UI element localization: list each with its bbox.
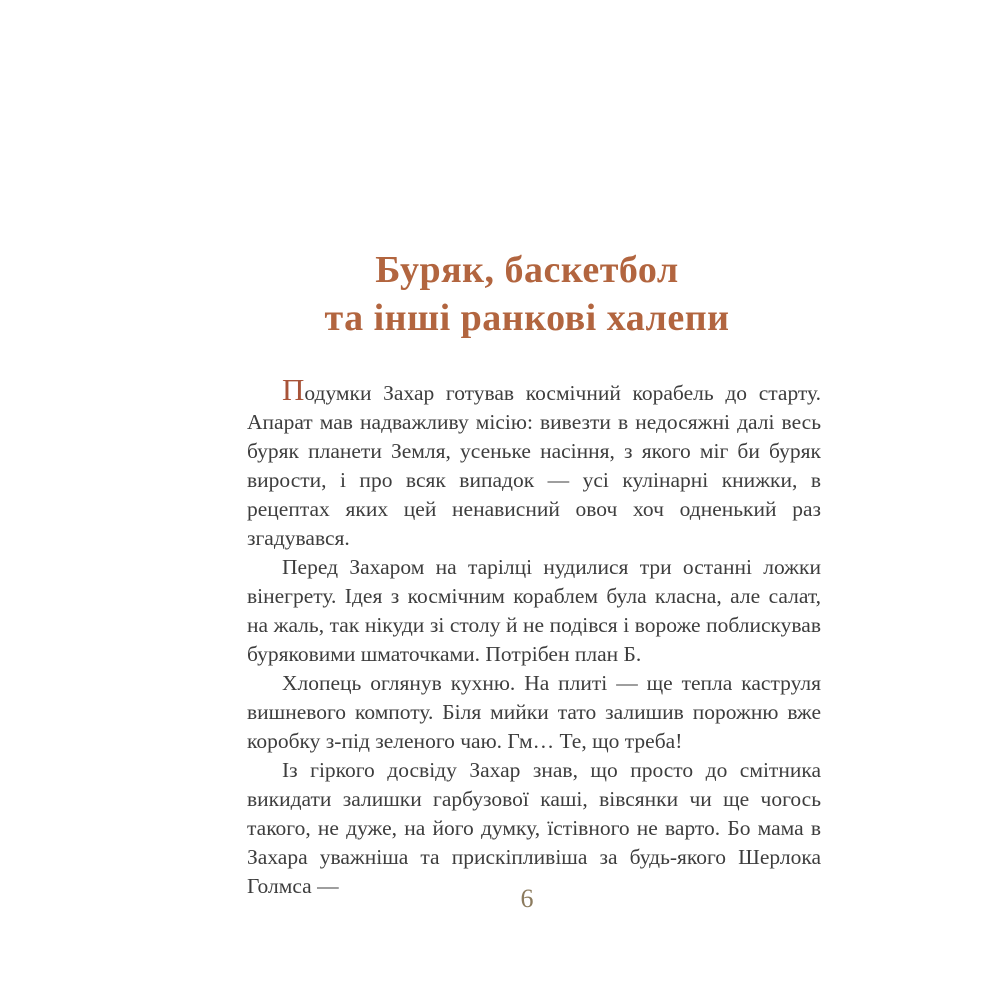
paragraph-1-text: одумки Захар готував космічний корабель до старту. Апарат мав надважливу місію: вивезти в недосяжні далі весь буряк планети Земля, усеньке насіння, з якого міг би буряк вирости, і про всяк випадок — усі кулінарні книжки, в рецептах яких цей ненависний овоч хоч одненький раз згадувався. [247, 381, 821, 550]
drop-cap-initial: П [282, 372, 305, 407]
page-number: 6 [520, 884, 534, 913]
paragraph-3: Хлопець оглянув кухню. На плиті — ще тепла каструля вишневого компоту. Біля мийки тато залишив порожню вже коробку з-під зеленого чаю. Гм… Те, що треба! [247, 671, 821, 753]
paragraph-4: Із гіркого досвіду Захар знав, що просто до смітника викидати залишки гарбузової каші, вівсянки чи ще чогось такого, не дуже, на його думку, їстівного не варто. Бо мама в Захара уважніша та прискіпливіша за будь-якого Шерлока Голмса — [247, 758, 821, 898]
chapter-title [227, 246, 827, 342]
body-text [247, 372, 821, 901]
chapter-title-line1: Буряк, баскетбол [375, 249, 679, 291]
chapter-title-line2: та інші ранкові халепи [324, 297, 730, 339]
paragraph-2: Перед Захаром на тарілці нудилися три останні ложки вінегрету. Ідея з космічним кораблем була класна, але салат, на жаль, так нікуди зі столу й не подівся і вороже поблискував буряковими шматочками. Потрібен план Б. [247, 555, 821, 666]
paragraph-1 [247, 372, 821, 553]
